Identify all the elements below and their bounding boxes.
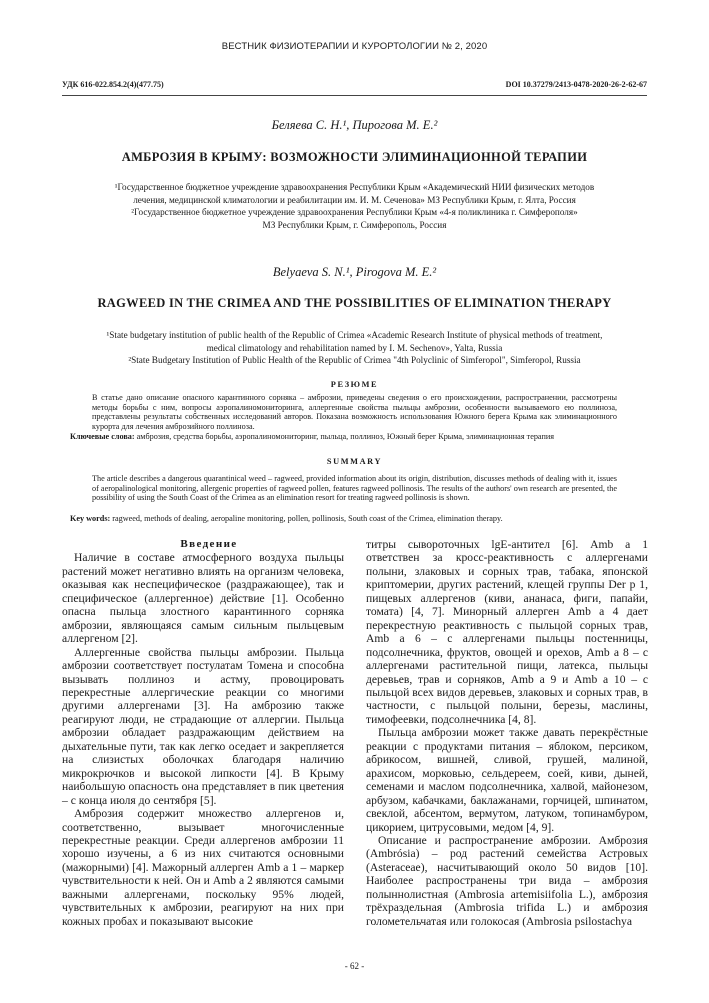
doi: DOI 10.37279/2413-0478-2020-26-2-62-67 xyxy=(505,80,647,89)
body-paragraph: Пыльца амброзии может также давать перекрёстные реакции с продуктами питания – яблоком, персиком, абрикосом, вишней, сливой, грушей, малиной, арахисом, морковью, сельдереем, соей, киви, дыней, семенами и маслом подсолнечника, халвой, майонезом, арбузом, кабачками, баклажанами, горчицей, шпинатом, свеклой, абсентом, вермутом, латуком, топинамбуром, цикорием, цитрусовыми, медом [4, 9]. xyxy=(366,726,648,834)
page-number: - 62 - xyxy=(344,961,365,971)
summary-text: The article describes a dangerous quarantinical weed – ragweed, provided information about its origin, distribution, discusses methods of dealing with it, issues of aeropalinological monitoring, allergenic properties of ragweed pollen, features ragweed pollinosis. The results of the authors' own research are presented, the possibility of using the South Coast of the Crimea as an elimination resort for treating ragweed pollinosis is shown. xyxy=(92,474,617,502)
title-en: RAGWEED IN THE CRIMEA AND THE POSSIBILITIES OF ELIMINATION THERAPY xyxy=(97,296,612,310)
title-ru: АМБРОЗИЯ В КРЫМУ: ВОЗМОЖНОСТИ ЭЛИМИНАЦИОННОЙ ТЕРАПИИ xyxy=(121,150,588,164)
body-column-right xyxy=(366,538,648,928)
affiliation-ru-1a: ¹Государственное бюджетное учреждение здравоохранения Республики Крым «Академический НИИ физических методов xyxy=(114,182,595,192)
body-column-left xyxy=(62,538,344,928)
keywords-ru-text: амброзия, средства борьбы, аэропалиномониторинг, пыльца, поллиноз, Южный берег Крыма, элиминационная терапия xyxy=(134,432,554,441)
affiliations-ru xyxy=(75,181,634,231)
affiliation-en-1a: ¹State budgetary institution of public health of the Republic of Crimea «Academic Research Institute of physical methods of treatment, xyxy=(106,330,603,340)
body-paragraph: Аллергенные свойства пыльцы амброзии. Пыльца амброзии соответствует постулатам Томена и способна вызывать поллиноз и астму, провоцировать перекрестные аллергические реакции со многими другими аллергенами [3]. На амброзию также реагируют люди, не страдающие от аллергии. Пыльца амброзии обладает раздражающим действием на дыхательные пути, так как легко оседает и закрепляется на слизистых оболочках благодаря наличию микрокрючков и высокой липкости [4]. В Крыму наибольшую опасность она представляет в пик цветения – с конца июля до сентября [5]. xyxy=(62,645,344,807)
resume-text: В статье дано описание опасного карантинного сорняка – амброзии, приведены сведения о его происхождении, распространении, рассмотрены методы борьбы с ним, вопросы аэропалиномониторинга, аллергенные свойства пыльцы амброзии, особенности вызываемого ею поллиноза, представлены результаты собственных исследований авторов. Показана возможность использования Южного берега Крыма как элиминационного курорта для лечения амброзийного поллиноза. xyxy=(92,393,617,431)
intro-heading: Введение xyxy=(180,538,238,550)
body-paragraph: Амброзия содержит множество аллергенов и, соответственно, вызывает многочисленные перекрестные реакции. Среди аллергенов амброзии 11 хорошо изучены, а 6 из них считаются основными (мажорными) [4]. Мажорный аллерген Amb a 1 – маркер чувствительности к ней. Он и Amb a 2 являются самыми важными аллергенами, поскольку 95% людей, чувствительных к амброзии, реагируют на них при кожных пробах и показывают высокие xyxy=(62,807,344,928)
authors-en: Belyaeva S. N.¹, Pirogova M. E.² xyxy=(272,265,437,279)
affiliation-ru-1b: лечения, медицинской климатологии и реабилитации им. И. М. Сеченова» МЗ Республики Крым, г. Ялта, Россия xyxy=(133,194,576,205)
keywords-en-label: Key words: xyxy=(70,514,111,523)
keywords-en xyxy=(70,514,650,524)
affiliation-en-1b: medical climatology and rehabilitation named by I. M. Sechenov», Yalta, Russia xyxy=(206,342,503,353)
body-paragraph: Описание и распространение амброзии. Амброзия (Ambrósia) – род растений семейства Астровых (Asteraceae), насчитывающий около 50 видов [10]. Наиболее распространены три вида – амброзия полыннолистная (Ambrosia artemisiifolia L.), амброзия трёхраздельная (Ambrosia trifida L.) и амброзия голометельчатая или голокосая (Ambrosia psilostachya xyxy=(366,833,648,928)
affiliation-en-2: ²State Budgetary Institution of Public Health of the Republic of Crimea "4th Polyclinic of Simferopol", Simferopol, Russia xyxy=(128,355,581,366)
keywords-en-text: ragweed, methods of dealing, aeropaline monitoring, pollen, pollinosis, South coast of the Crimea, elimination therapy. xyxy=(110,514,503,523)
affiliations-en xyxy=(75,329,634,367)
udk-code: УДК 616-022.854.2(4)(477.75) xyxy=(62,80,164,89)
journal-header: ВЕСТНИК ФИЗИОТЕРАПИИ И КУРОРТОЛОГИИ № 2, 2020 xyxy=(221,41,488,52)
header-rule xyxy=(62,95,647,96)
resume-heading: РЕЗЮМЕ xyxy=(330,380,379,389)
affiliation-ru-2b: МЗ Республики Крым, г. Симферополь, Россия xyxy=(262,219,447,230)
keywords-ru-label: Ключевые слова: xyxy=(70,432,135,441)
body-paragraph: Наличие в составе атмосферного воздуха пыльцы растений может негативно влиять на организм человека, оказывая как неспецифическое (раздражающее), так и специфическое (аллергенное) действие [1]. Особенно опасна пыльца злостного карантинного сорняка амброзии, являющаяся самым сильным пыльцевым аллергеном [2]. xyxy=(62,551,344,646)
summary-heading: SUMMARY xyxy=(326,457,383,466)
affiliation-ru-2a: ²Государственное бюджетное учреждение здравоохранения Республики Крым «4-я поликлиника г. Симферополя» xyxy=(131,207,578,218)
body-paragraph: титры сывороточных lgE-антител [6]. Amb a 1 ответствен за кросс-реактивность с аллергенами полыни, злаковых и сорных трав, табака, японской криптомерии, других растений, клещей группы Der p 1, пищевых аллергенов (киви, ананаса, фиги, папайи, томата) [4, 7]. Минорный аллерген Amb a 4 дает перекрестную реактивность с пыльцой сорных трав, Amb a 6 – с аллергенами пыльцы постенницы, подсолнечника, фруктов, овощей и орехов, Amb a 8 – с аллергенами растительной пищи, латекса, пыльцы деревьев, трав и сорняков, Amb a 9 и Amb a 10 – с пыльцой всех видов деревьев, злаковых и сорных трав, в частности, с пыльцой полыни, березы, маслины, тимофеевки, подсолнечника [4, 8]. xyxy=(366,538,648,726)
authors-ru: Беляева С. Н.¹, Пирогова М. Е.² xyxy=(271,118,438,132)
keywords-ru xyxy=(70,432,650,442)
article-meta xyxy=(62,80,647,89)
